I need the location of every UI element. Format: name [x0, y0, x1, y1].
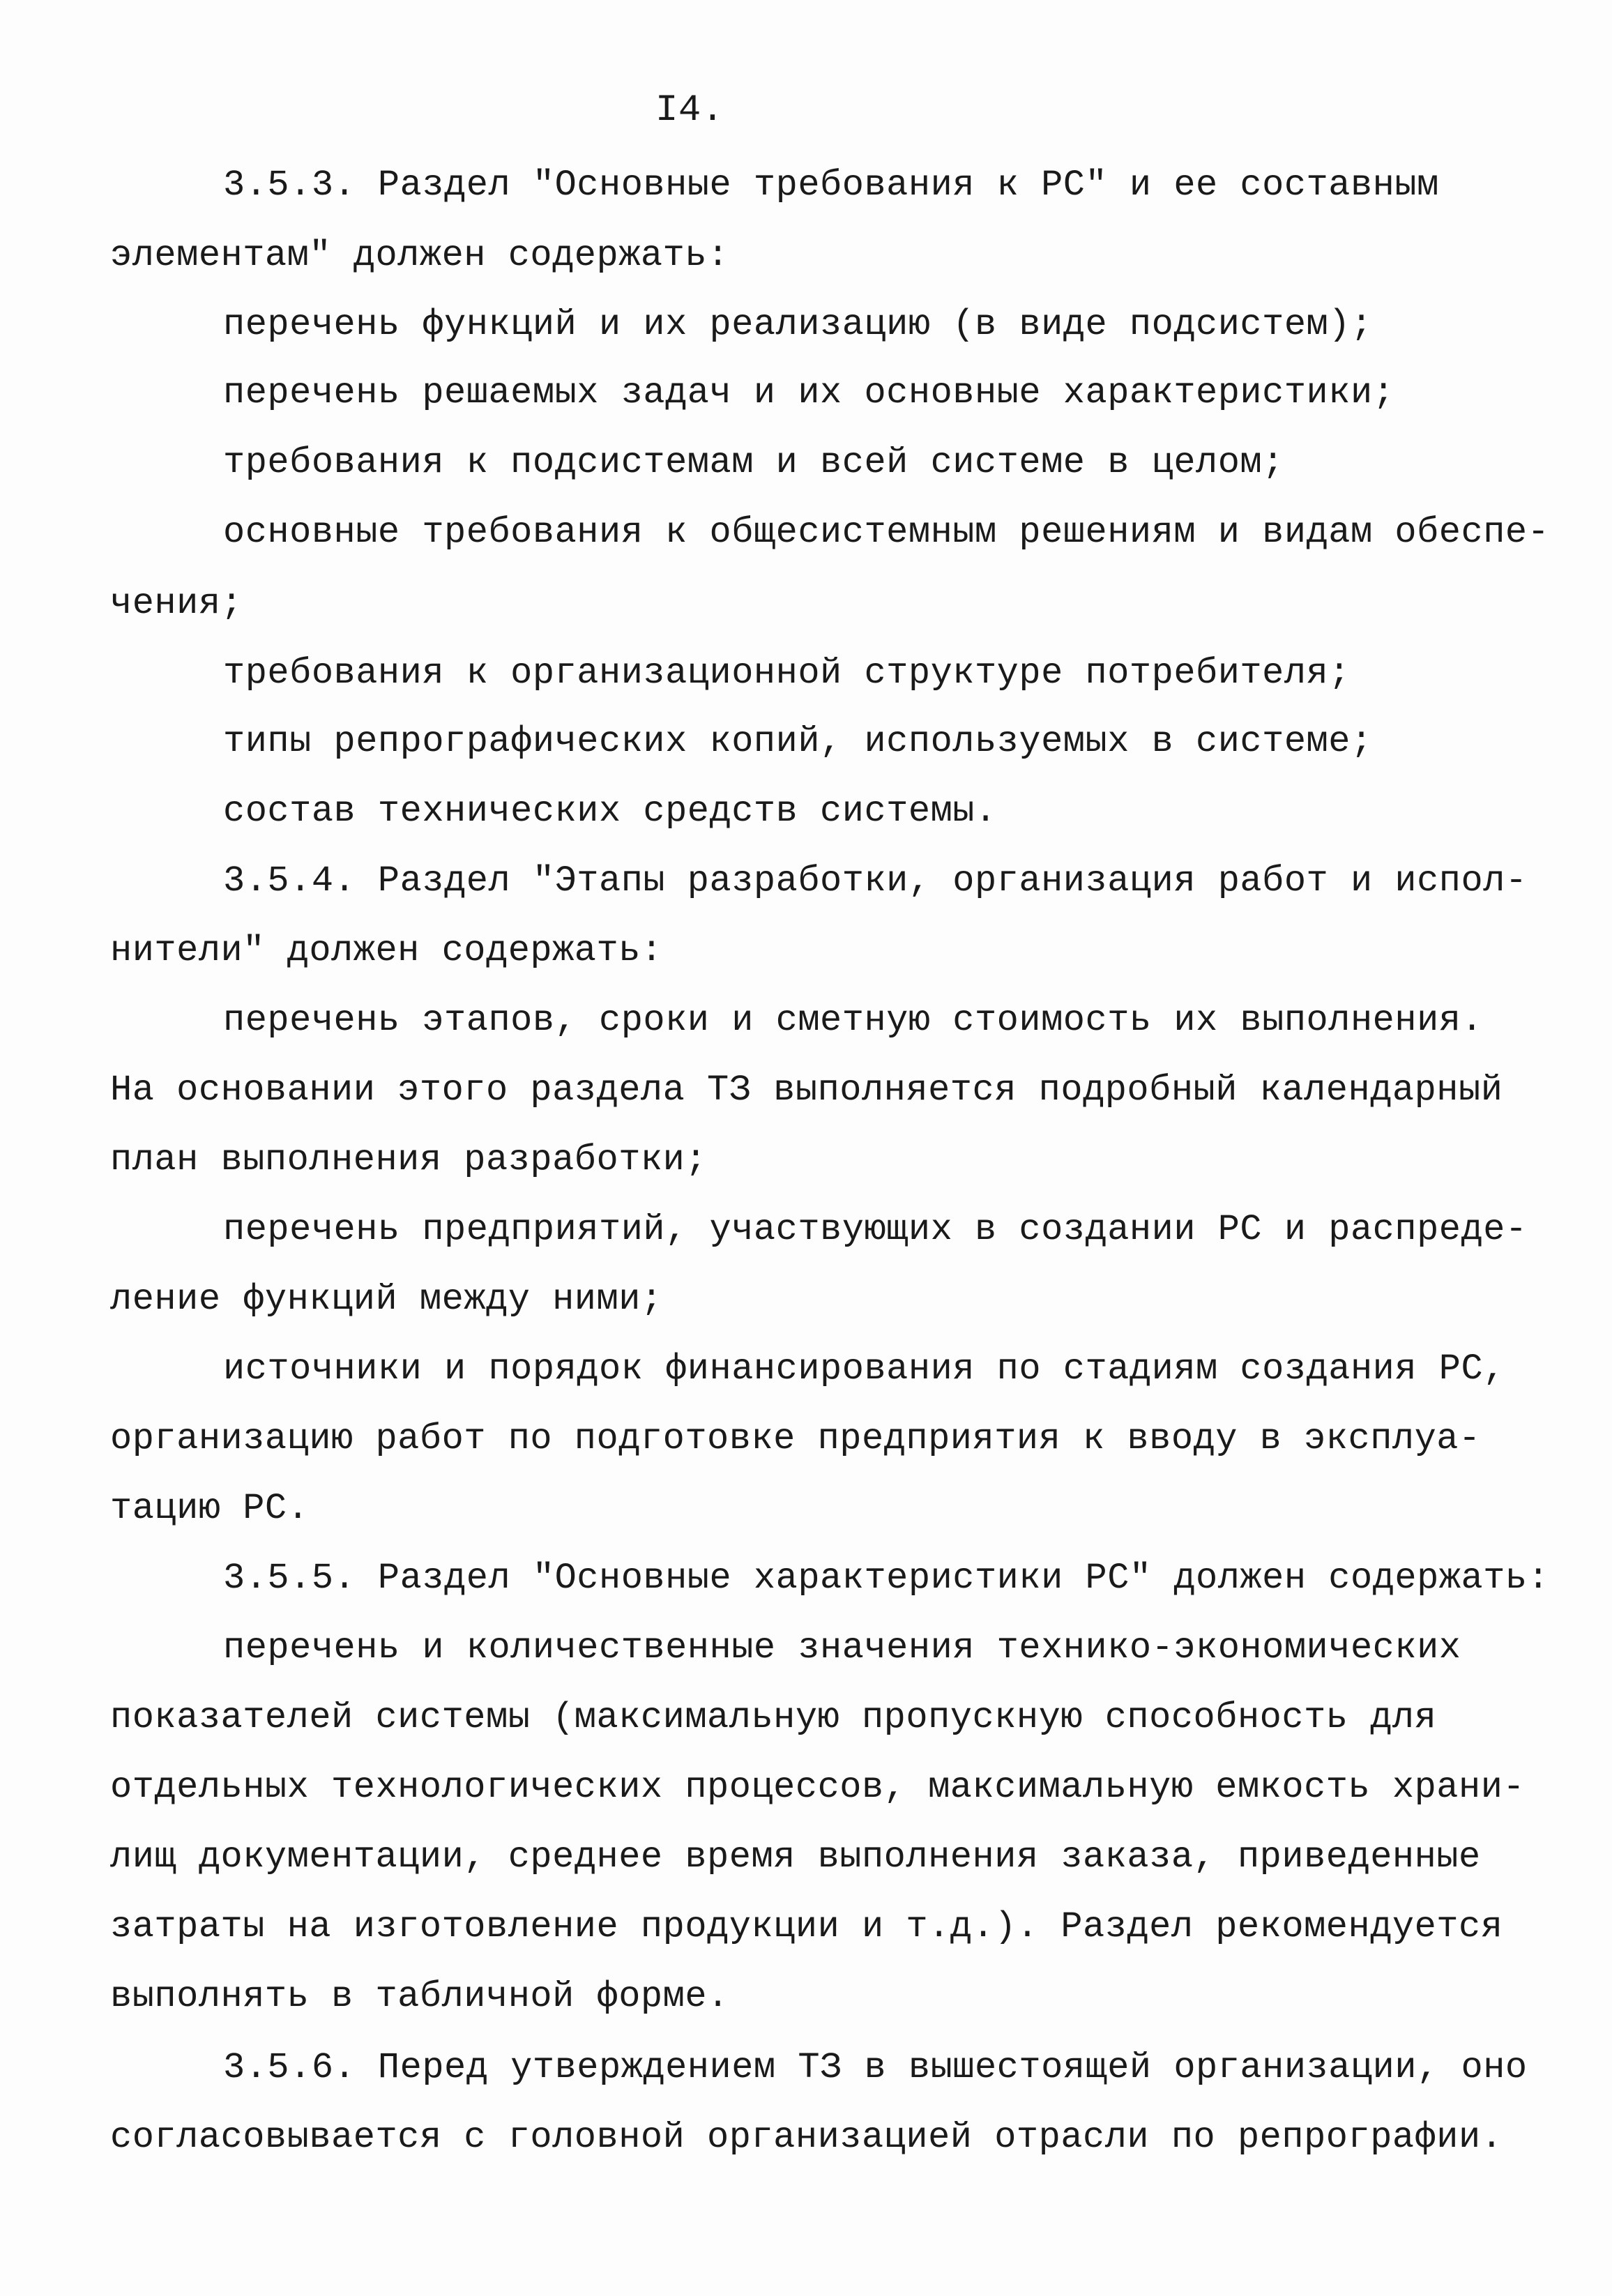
text-line: ление функций между ними; — [110, 1279, 663, 1320]
text-line: согласовывается с головной организацией отрасли по репрографии. — [110, 2117, 1503, 2158]
text-line: 3.5.6. Перед утверждением ТЗ в вышестоящей организации, оно — [223, 2047, 1528, 2088]
text-line: 3.5.4. Раздел "Этапы разработки, организация работ и испол- — [223, 860, 1528, 902]
text-line: затраты на изготовление продукции и т.д.). Раздел рекомендуется — [110, 1906, 1503, 1947]
text-line: 3.5.3. Раздел "Основные требования к РС" и ее составным — [223, 165, 1439, 206]
text-line: типы репрографических копий, используемых в системе; — [223, 721, 1373, 762]
text-line: выполнять в табличной форме. — [110, 1976, 729, 2017]
text-line: перечень и количественные значения технико-экономических — [223, 1627, 1461, 1668]
text-line: источники и порядок финансирования по стадиям создания РС, — [223, 1348, 1505, 1390]
text-line: перечень функций и их реализацию (в виде подсистем); — [223, 304, 1373, 345]
text-line: тацию РС. — [110, 1488, 310, 1529]
text-line: основные требования к общесистемным решениям и видам обеспе- — [223, 512, 1550, 553]
page-number: I4. — [655, 89, 724, 132]
text-line: перечень решаемых задач и их основные характеристики; — [223, 372, 1395, 413]
text-line: организацию работ по подготовке предприятия к вводу в эксплуа- — [110, 1418, 1481, 1459]
text-line: перечень предприятий, участвующих в создании РС и распреде- — [223, 1209, 1528, 1250]
text-line: На основании этого раздела ТЗ выполняется подробный календарный — [110, 1070, 1503, 1111]
text-line: элементам" должен содержать: — [110, 235, 729, 276]
text-line: перечень этапов, сроки и сметную стоимость их выполнения. — [223, 1000, 1484, 1041]
text-line: требования к подсистемам и всей системе в целом; — [223, 442, 1284, 483]
text-line: требования к организационной структуре потребителя; — [223, 653, 1351, 694]
text-line: чения; — [110, 583, 243, 624]
text-line: показателей системы (максимальную пропускную способность для — [110, 1697, 1437, 1738]
text-line: состав технических средств системы. — [223, 791, 997, 832]
text-line: нители" должен содержать: — [110, 930, 663, 971]
text-line: отдельных технологических процессов, максимальную емкость храни- — [110, 1767, 1526, 1808]
text-line: 3.5.5. Раздел "Основные характеристики РС" должен содержать: — [223, 1558, 1550, 1599]
text-line: лищ документации, среднее время выполнения заказа, приведенные — [110, 1837, 1481, 1878]
text-line: план выполнения разработки; — [110, 1139, 708, 1180]
